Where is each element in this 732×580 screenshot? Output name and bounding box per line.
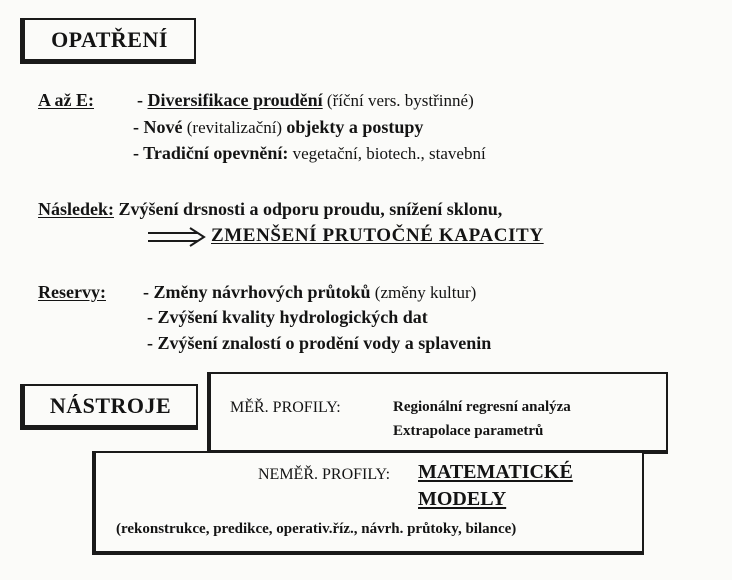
a-az-e-item-2-normal: (revitalizační) xyxy=(182,118,287,137)
nemer-models-line1: MATEMATICKÉ xyxy=(418,461,573,483)
implies-arrow-icon xyxy=(146,226,208,248)
reservy-item-3-dash: - xyxy=(147,333,158,353)
a-az-e-item-3-bold: Tradiční opevnění: xyxy=(143,143,289,163)
reservy-item-1-normal: (změny kultur) xyxy=(370,283,477,302)
a-az-e-label: A až E: xyxy=(38,90,94,110)
a-az-e-item-1 xyxy=(137,90,474,111)
opatreni-title: OPATŘENÍ xyxy=(51,26,168,52)
nasledek-line xyxy=(38,199,502,220)
nastroje-heading-box xyxy=(20,384,198,430)
reservy-item-1-bold: Změny návrhových průtoků xyxy=(153,282,371,302)
reservy-item-1-dash: - xyxy=(143,282,154,302)
reservy-item-3 xyxy=(147,333,491,354)
a-az-e-item-3-dash: - xyxy=(133,143,144,163)
a-az-e-item-1-bold: Diversifikace proudění xyxy=(147,90,323,110)
mer-profily-line2: Extrapolace parametrů xyxy=(393,423,544,439)
a-az-e-item-2 xyxy=(133,117,423,138)
nastroje-title: NÁSTROJE xyxy=(49,392,172,418)
nemer-models-line2: MODELY xyxy=(418,488,507,510)
reservy-item-2 xyxy=(147,307,428,328)
nasledek-text: Zvýšení drsnosti a odporu proudu, snížení sklonu, xyxy=(114,199,503,219)
a-az-e-item-1-normal: (říční vers. bystřinné) xyxy=(322,91,474,110)
a-az-e-item-2-bold1: Nové xyxy=(143,117,183,137)
nasledek-result: ZMENŠENÍ PRUTOČNÉ KAPACITY xyxy=(211,225,544,246)
reservy-label: Reservy: xyxy=(38,282,106,302)
reservy-item-2-dash: - xyxy=(147,307,158,327)
mer-profily-label: MĚŘ. PROFILY: xyxy=(230,399,341,416)
nasledek-label: Následek: xyxy=(38,199,114,219)
reservy-item-1 xyxy=(143,282,476,303)
reservy-item-2-bold: Zvýšení kvality hydrologických dat xyxy=(157,307,428,327)
a-az-e-item-3 xyxy=(133,143,486,164)
opatreni-heading-box xyxy=(20,18,196,64)
a-az-e-item-2-dash: - xyxy=(133,117,144,137)
nemer-note: (rekonstrukce, predikce, operativ.říz., návrh. průtoky, bilance) xyxy=(116,521,517,537)
nemer-profily-label: NEMĚŘ. PROFILY: xyxy=(258,466,391,483)
a-az-e-item-1-dash: - xyxy=(137,90,148,110)
a-az-e-item-3-normal: vegetační, biotech., stavební xyxy=(288,144,486,163)
reservy-item-3-bold: Zvýšení znalostí o prodění vody a splavenin xyxy=(157,333,492,353)
a-az-e-item-2-bold2: objekty a postupy xyxy=(286,117,424,137)
mer-profily-line1: Regionální regresní analýza xyxy=(393,399,571,415)
